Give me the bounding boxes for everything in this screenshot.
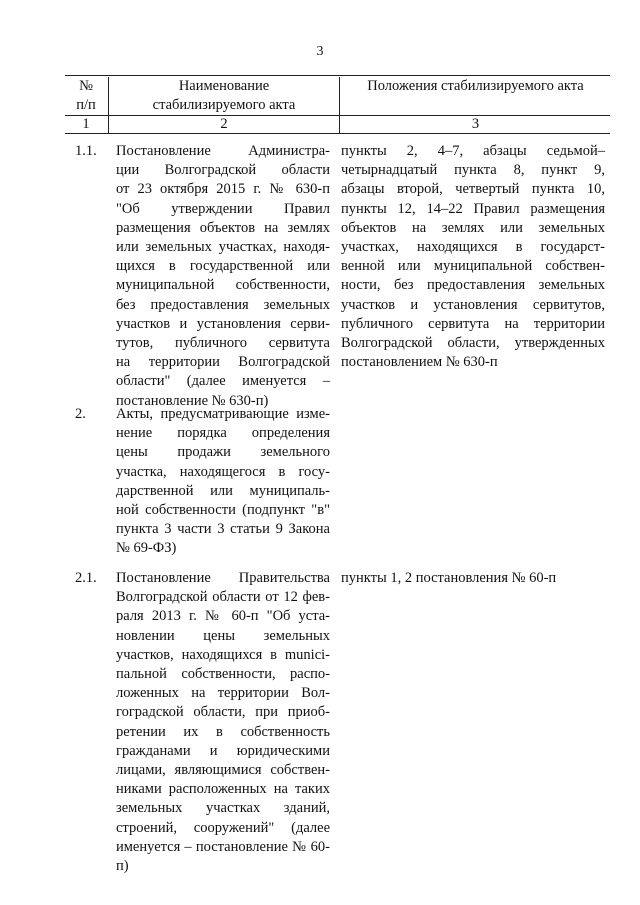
text-line: участков, находящихся в munici-: [116, 646, 330, 663]
text-line: пункты 12, 14–22 Правил размещения: [341, 200, 605, 217]
text-line: муниципальной собственности,: [116, 277, 330, 294]
act-provisions: [341, 142, 605, 372]
text-line: участках, находящихся в государст-: [341, 239, 605, 256]
text-line: постановлением № 630-п: [341, 354, 498, 371]
text-line: именуется – постановление № 60-п): [116, 838, 330, 875]
text-line: цены продажи земельного: [116, 444, 330, 461]
column-number-3: 3: [339, 116, 611, 133]
header-name: [108, 77, 339, 115]
text-line: области" (далее именуется –: [116, 373, 330, 390]
text-line: или земельных участках, находя-: [116, 239, 330, 256]
text-line: размещения объектов на землях: [116, 219, 330, 236]
page-number: 3: [316, 44, 324, 59]
text-line: венной или муниципальной собствен-: [341, 258, 605, 275]
text-line: участков и установления серви-: [116, 315, 330, 332]
act-provisions: [341, 569, 605, 588]
row-number: 2.: [75, 406, 86, 422]
text-line: пункты 1, 2 постановления № 60-п: [341, 570, 557, 586]
text-line: лицами, являющимися собствен-: [116, 762, 330, 779]
text-line: строений, сооружений" (далее: [116, 819, 330, 836]
text-line: абзацы второй, четвертый пункта 10,: [341, 181, 605, 198]
column-number-2: 2: [108, 116, 339, 133]
header-num: [65, 77, 107, 115]
text-line: от 23 октября 2015 г. № 630-п: [116, 181, 330, 198]
text-line: Акты, предусматривающие изме-: [116, 406, 330, 422]
text-line: раля 2013 г. № 60-п "Об уста-: [116, 608, 330, 625]
text-line: четырнадцатый пункта 8, пункт 9,: [341, 162, 605, 179]
text-line: "Об утверждении Правил: [116, 200, 330, 217]
text-line: тутов, публичного сервитута: [116, 335, 330, 352]
column-numbers-row: [65, 116, 610, 134]
act-name: [116, 142, 330, 411]
text-line: участка, находящегося в госу-: [116, 463, 330, 480]
row-number: 1.1.: [75, 143, 97, 159]
text-line: пункты 2, 4–7, абзацы седьмой–: [341, 143, 605, 159]
text-line: щихся в государственной или: [116, 258, 330, 275]
text-line: нение порядка определения: [116, 425, 330, 442]
table-header: [65, 75, 610, 116]
text-line: ности, без предоставления земельных: [341, 277, 605, 294]
text-line: ции Волгоградской области: [116, 162, 330, 179]
header-name-line-2: стабилизируемого акта: [152, 97, 296, 113]
text-line: участков и установления сервитутов,: [341, 296, 605, 313]
text-line: без предоставления земельных: [116, 296, 330, 313]
column-number-1: 1: [82, 116, 90, 132]
act-name: [116, 569, 330, 876]
text-line: публичного сервитута на территории: [341, 315, 605, 332]
text-line: постановление № 630-п): [116, 392, 269, 409]
text-line: гоградской области, при приоб-: [116, 704, 330, 721]
header-num-line-1: №: [79, 78, 93, 94]
text-line: никами расположенных на таких: [116, 781, 330, 798]
act-name: [116, 405, 330, 559]
text-line: гражданами и юридическими: [116, 742, 330, 759]
text-line: ретении их в собственность: [116, 723, 330, 740]
text-line: дарственной или муниципаль-: [116, 482, 330, 499]
text-line: объектов на землях или земельных: [341, 219, 605, 236]
text-line: пункта 3 части 3 статьи 9 Закона: [116, 521, 330, 538]
header-num-line-2: п/п: [76, 97, 96, 113]
header-provisions: [339, 77, 611, 115]
text-line: новлении цены земельных: [116, 627, 330, 644]
row-number: 2.1.: [75, 570, 97, 586]
text-line: Постановление Администра-: [116, 143, 330, 159]
text-line: на территории Волгоградской: [116, 354, 330, 371]
header-provisions-line-1: Положения стабилизируемого акта: [367, 78, 584, 94]
text-line: ложенных на территории Вол-: [116, 685, 330, 702]
text-line: Постановление Правительства: [116, 570, 330, 586]
text-line: № 69-ФЗ): [116, 540, 177, 557]
text-line: Волгоградской области от 12 фев-: [116, 589, 330, 606]
text-line: пальной собственности, распо-: [116, 666, 330, 683]
header-name-line-1: Наименование: [178, 78, 270, 94]
text-line: земельных участках зданий,: [116, 800, 330, 817]
text-line: Волгоградской области, утвержденных: [341, 335, 605, 352]
text-line: ной собственности (подпункт "в": [116, 502, 330, 519]
stabilized-acts-table: [65, 75, 610, 875]
